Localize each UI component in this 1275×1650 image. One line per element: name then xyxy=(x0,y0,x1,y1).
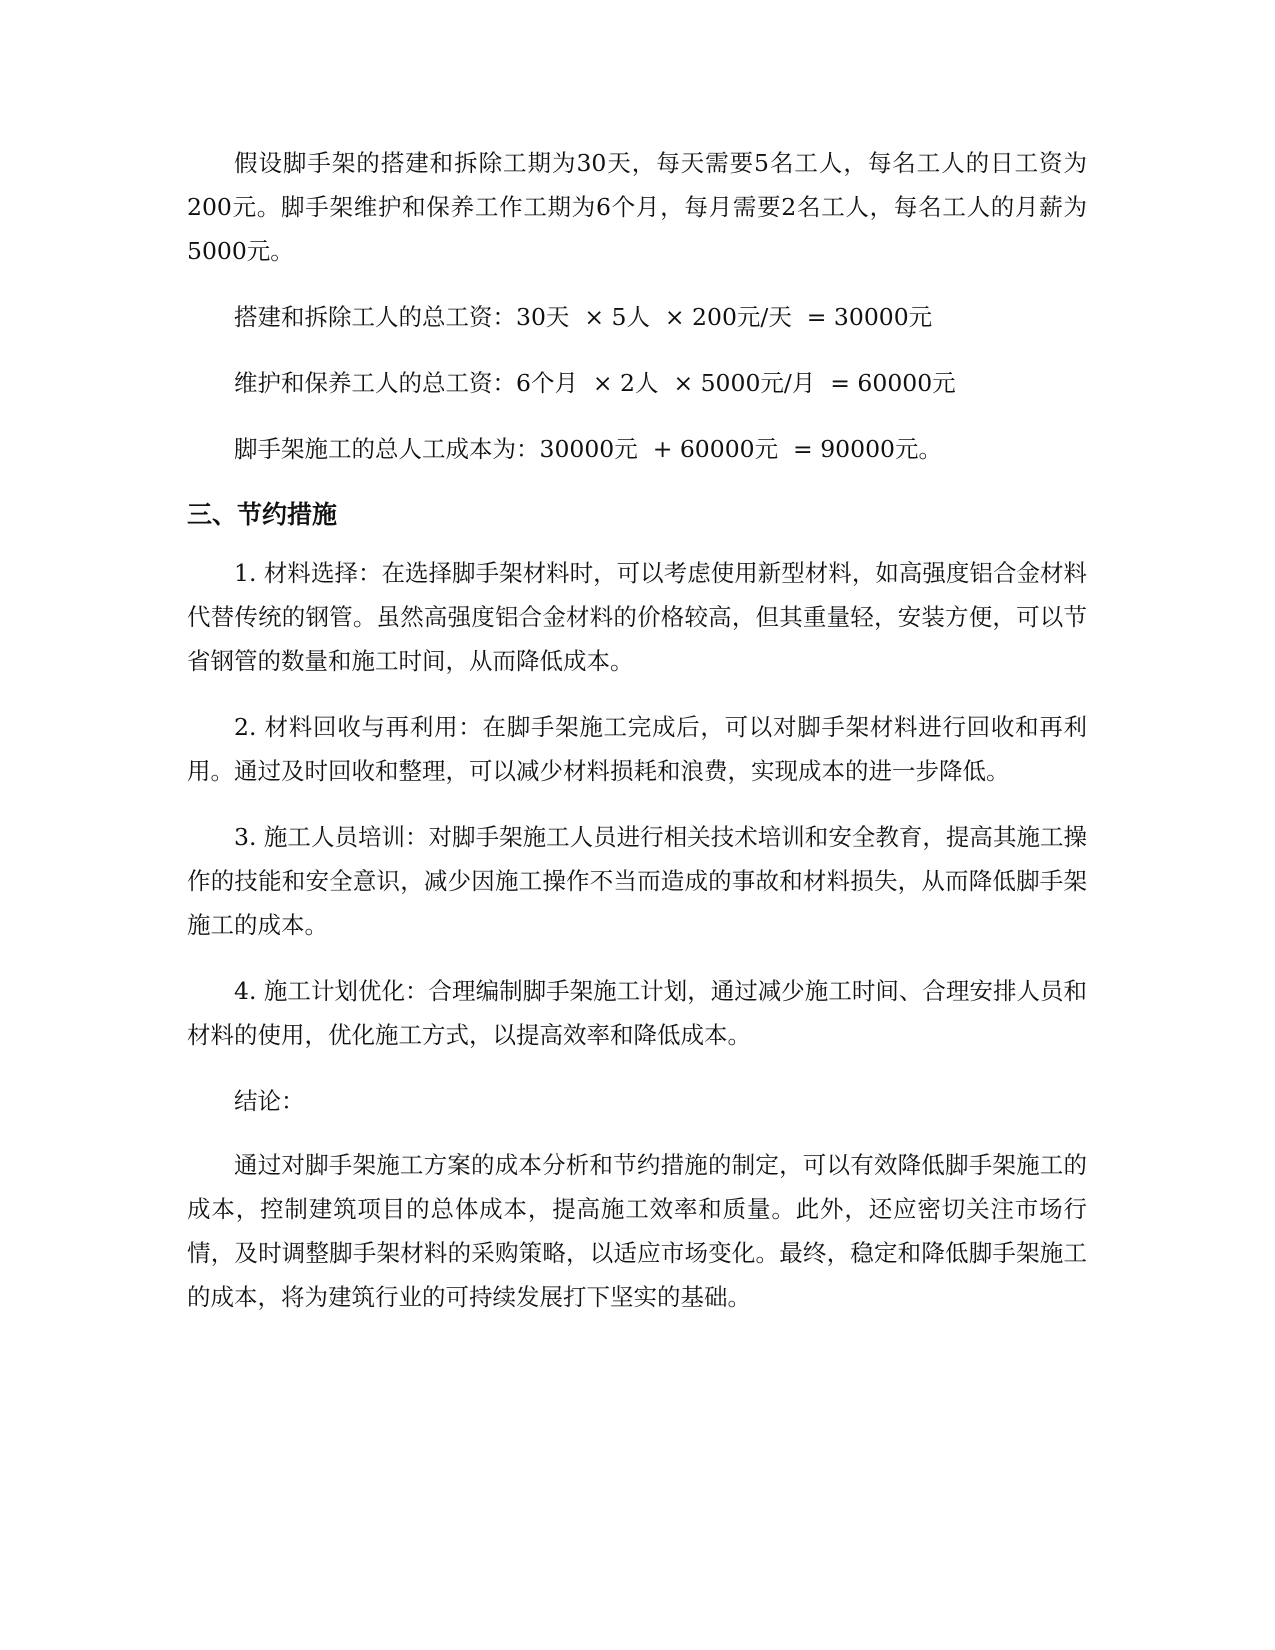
section-heading: 三、节约措施 xyxy=(187,500,338,529)
calc-line-construction-wages: 搭建和拆除工人的总工资：30天 × 5人 × 200元/天 = 30000元 xyxy=(234,303,933,331)
calc-line-maintenance-wages: 维护和保养工人的总工资：6个月 × 2人 × 5000元/月 = 60000元 xyxy=(234,369,956,397)
document-body xyxy=(187,141,1087,1341)
measure-item-2: 2. 材料回收与再利用：在脚手架施工完成后，可以对脚手架材料进行回收和再利用。通过及时回收和整理，可以减少材料损耗和浪费，实现成本的进一步降低。 xyxy=(187,713,1087,785)
measure-item-1: 1. 材料选择：在选择脚手架材料时，可以考虑使用新型材料，如高强度铝合金材料代替传统的钢管。虽然高强度铝合金材料的价格较高，但其重量轻，安装方便，可以节省钢管的数量和施工时间，从而降低成本。 xyxy=(187,559,1087,675)
conclusion-paragraph: 通过对脚手架施工方案的成本分析和节约措施的制定，可以有效降低脚手架施工的成本，控制建筑项目的总体成本，提高施工效率和质量。此外，还应密切关注市场行情，及时调整脚手架材料的采购策略，以适应市场变化。最终，稳定和降低脚手架施工的成本，将为建筑行业的可持续发展打下坚实的基础。 xyxy=(187,1151,1087,1311)
calc-line-total-labor-cost: 脚手架施工的总人工成本为：30000元 + 60000元 = 90000元。 xyxy=(234,435,942,463)
conclusion-label: 结论： xyxy=(234,1087,305,1115)
measure-item-4: 4. 施工计划优化：合理编制脚手架施工计划，通过减少施工时间、合理安排人员和材料的使用，优化施工方式，以提高效率和降低成本。 xyxy=(187,977,1087,1049)
intro-paragraph: 假设脚手架的搭建和拆除工期为30天，每天需要5名工人，每名工人的日工资为200元。脚手架维护和保养工作工期为6个月，每月需要2名工人，每名工人的月薪为5000元。 xyxy=(187,149,1087,265)
measure-item-3: 3. 施工人员培训：对脚手架施工人员进行相关技术培训和安全教育，提高其施工操作的技能和安全意识，减少因施工操作不当而造成的事故和材料损失，从而降低脚手架施工的成本。 xyxy=(187,823,1087,939)
